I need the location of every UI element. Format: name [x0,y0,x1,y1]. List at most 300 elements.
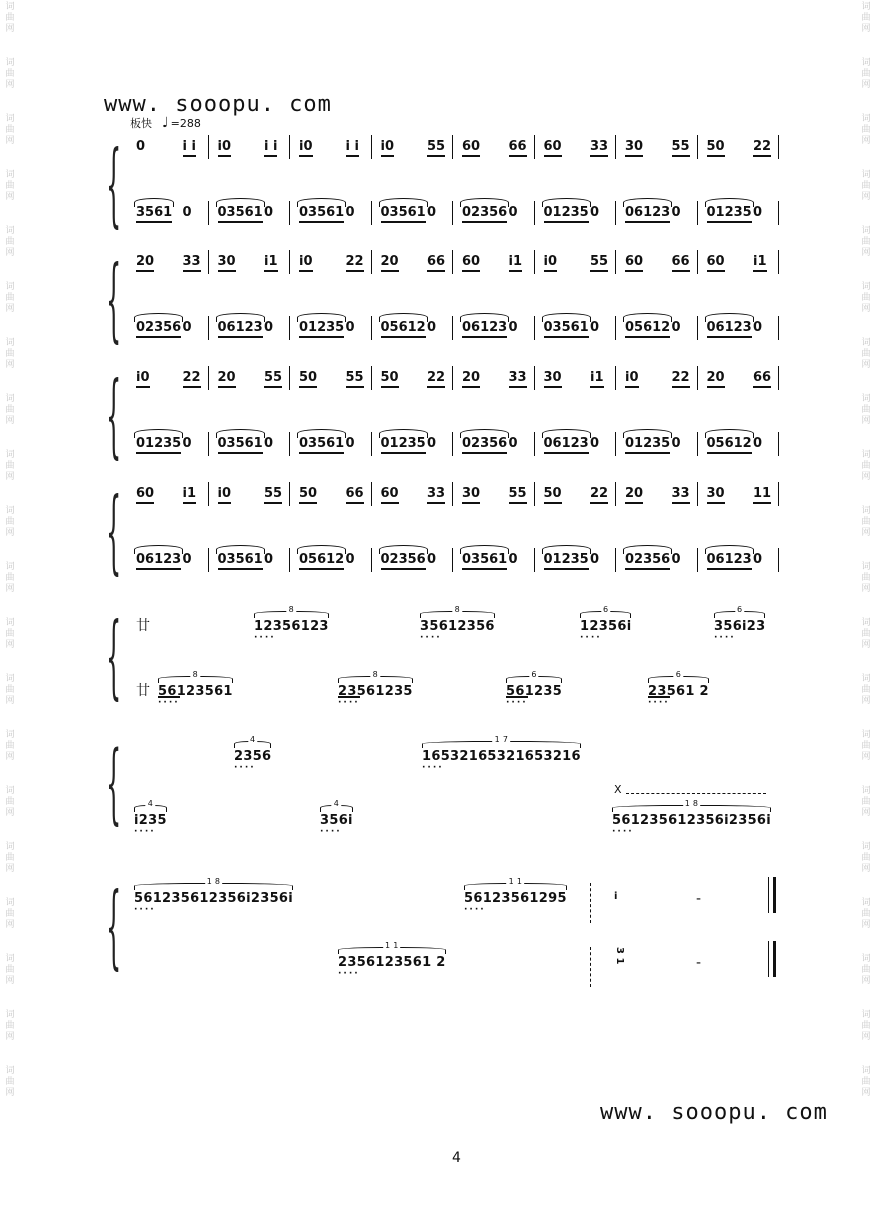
note-token: 0 [590,436,600,451]
barline [208,482,209,506]
note-token: 0 [671,320,681,335]
barline [697,135,698,159]
watermark-group [861,954,870,987]
watermark-char: 曲 [861,293,871,303]
watermark-char: 曲 [861,181,871,191]
watermark-char: 词 [5,1010,15,1020]
note-token: 60 [462,254,480,272]
note-token: 60 [625,254,643,272]
note-token: 0 [753,205,763,220]
run-notes: 356i [320,813,353,828]
note-token: 11 [753,486,771,504]
note-token: 03561 [462,552,507,570]
barline [452,316,453,340]
note-run [158,670,233,708]
note-token: i i [264,139,277,157]
watermark-char: 曲 [5,181,15,191]
staff-bottom [104,201,784,225]
watermark-char: 网 [5,1032,15,1042]
watermark-char: 曲 [5,685,15,695]
barline [778,316,779,340]
watermark-group [5,226,14,259]
note-run [234,735,272,773]
watermark-char: 网 [861,136,871,146]
barline [615,548,616,572]
watermark-group [861,394,870,427]
low-octave-dots: ···· [338,698,360,708]
barline [289,482,290,506]
note-token: 0 [345,320,355,335]
barline [371,482,372,506]
watermark-group [861,2,870,35]
watermark-right [858,0,874,1218]
note-token: 55 [427,139,445,157]
barline [208,548,209,572]
note-token: 66 [346,486,364,504]
note-token: 03561 [544,320,589,338]
note-token: 33 [427,486,445,504]
barline [697,316,698,340]
watermark-char: 网 [861,1032,871,1042]
note-token: 0 [590,205,600,220]
note-token: 06123 [707,320,752,338]
watermark-char: 曲 [5,965,15,975]
note-token: i i [346,139,359,157]
watermark-char: 曲 [861,405,871,415]
note-token: 33 [672,486,690,504]
note-token: 01235 [299,320,344,338]
watermark-char: 词 [861,954,871,964]
watermark-char: 网 [5,360,15,370]
note-token: 06123 [707,552,752,570]
note-token: i i [183,139,196,157]
run-notes: 12356i [580,619,632,634]
watermark-char: 词 [861,450,871,460]
barline [371,366,372,390]
note-token: 01235 [625,436,670,454]
note-token: 0 [136,139,146,154]
watermark-char: 网 [5,472,15,482]
low-octave-dots: ···· [580,633,602,643]
note-token: 33 [590,139,608,157]
run-notes: 2356123561 2 [338,955,446,970]
note-token: 05612 [625,320,670,338]
tempo-term: 板快 [130,117,152,130]
watermark-group [5,338,14,371]
watermark-char: 曲 [861,797,871,807]
note-token: 50 [299,370,317,388]
barline [289,250,290,274]
barline [371,432,372,456]
run-notes: 561235612356i2356i [612,813,772,828]
note-token: 22 [183,370,201,388]
note-token: 0 [427,320,437,335]
note-run [648,670,709,708]
barline [452,432,453,456]
note-token: 66 [672,254,690,272]
watermark-char: 曲 [861,237,871,247]
watermark-char: 网 [861,80,871,90]
note-token: 55 [346,370,364,388]
watermark-char: 词 [5,674,15,684]
watermark-char: 词 [5,562,15,572]
note-token: 0 [345,205,355,220]
watermark-group [5,506,14,539]
system-4 [104,480,784,585]
watermark-char: 曲 [861,69,871,79]
watermark-char: 网 [5,248,15,258]
system-brace: { [106,480,122,585]
watermark-char: 网 [5,304,15,314]
watermark-char: 曲 [861,125,871,135]
note-token: 02356 [625,552,670,570]
barline [615,482,616,506]
note-token: 03561 [299,205,344,223]
system-final [104,875,784,985]
run-notes: i235 [134,813,167,828]
barline [778,432,779,456]
watermark-char: 词 [5,1066,15,1076]
watermark-group [5,562,14,595]
tuplet-count: 6 [737,605,743,614]
barline [371,316,372,340]
note-token: 06123 [625,205,670,223]
watermark-char: 词 [861,226,871,236]
watermark-char: 词 [5,226,15,236]
run-notes: 16532165321653216 [422,749,581,764]
low-octave-dots: ···· [254,633,276,643]
run-notes: 56123561295 [464,891,567,906]
low-octave-dots: ···· [320,827,342,837]
note-run [420,605,495,643]
watermark-char: 网 [5,696,15,706]
site-url-bottom: www. sooopu. com [600,1100,828,1125]
watermark-char: 网 [5,752,15,762]
watermark-char: 词 [861,2,871,12]
note-run [714,605,766,643]
low-octave-dots: ···· [134,905,156,915]
barline [452,548,453,572]
tempo-value: =288 [170,117,201,130]
barline [208,432,209,456]
note-run [338,941,446,979]
barline [534,366,535,390]
watermark-group [5,450,14,483]
watermark-char: 网 [5,640,15,650]
watermark-char: 曲 [861,1021,871,1031]
watermark-char: 曲 [5,461,15,471]
watermark-char: 曲 [5,909,15,919]
note-token: i0 [218,486,232,504]
note-token: i0 [625,370,639,388]
note-token: 22 [346,254,364,272]
tuplet-count: 8 [288,605,295,614]
watermark-char: 网 [861,192,871,202]
final-barline-thin [768,877,769,913]
watermark-char: 词 [5,618,15,628]
watermark-group [5,898,14,931]
run-notes: 12356123 [254,619,329,634]
watermark-char: 曲 [5,853,15,863]
barline [208,135,209,159]
barline [615,366,616,390]
watermark-char: 网 [5,528,15,538]
staff-top [104,135,784,159]
watermark-char: 曲 [861,349,871,359]
tuplet-count: 1 8 [684,799,699,808]
note-token: 01235 [544,205,589,223]
free-meter-marker-bottom: 廿 [136,683,150,699]
watermark-char: 网 [861,640,871,650]
watermark-char: 网 [5,920,15,930]
note-token: 50 [544,486,562,504]
note-run [320,799,353,837]
barline [371,250,372,274]
watermark-char: 词 [861,394,871,404]
watermark-char: 词 [5,898,15,908]
dashed-barline [590,947,592,987]
watermark-char: 曲 [5,573,15,583]
barline [778,548,779,572]
dashed-barline [590,883,592,923]
watermark-char: 网 [861,360,871,370]
watermark-group [861,562,870,595]
system-2 [104,248,784,353]
barline [208,250,209,274]
tuplet-count: 6 [531,670,537,679]
note-run [464,877,567,915]
note-token: 02356 [462,205,507,223]
watermark-char: 词 [5,58,15,68]
watermark-char: 曲 [861,517,871,527]
watermark-char: 曲 [861,461,871,471]
run-notes: 23561235 [338,684,413,699]
watermark-char: 网 [861,1088,871,1098]
watermark-char: 网 [861,696,871,706]
note-run [506,670,563,708]
watermark-char: 词 [861,1066,871,1076]
watermark-group [861,730,870,763]
watermark-char: 词 [5,2,15,12]
watermark-char: 曲 [861,741,871,751]
barline [208,201,209,225]
note-token: 55 [590,254,608,272]
tuplet-count: 4 [249,735,256,744]
watermark-group [5,954,14,987]
free-meter-marker-top: 廿 [136,618,150,634]
watermark-char: 曲 [861,1077,871,1087]
note-token: 22 [753,139,771,157]
note-token: i1 [753,254,767,272]
watermark-group [861,338,870,371]
watermark-char: 曲 [5,629,15,639]
watermark-char: 网 [5,136,15,146]
system-3 [104,364,784,469]
watermark-group [861,170,870,203]
dashed-extension-line [626,793,766,794]
note-token: 30 [218,254,236,272]
low-octave-dots: ···· [420,633,442,643]
note-token: i1 [509,254,523,272]
note-token: 0 [345,436,355,451]
watermark-char: 网 [861,920,871,930]
system-brace: { [106,133,122,238]
barline [371,135,372,159]
watermark-group [861,898,870,931]
note-token: 05612 [381,320,426,338]
run-notes: 2356 [234,749,272,764]
watermark-group [5,282,14,315]
watermark-char: 词 [861,58,871,68]
watermark-char: 词 [861,114,871,124]
tuplet-count: 1 8 [206,877,221,886]
final-barline-thick [773,877,776,913]
watermark-char: 网 [5,976,15,986]
note-token: 0 [264,436,274,451]
note-token: 01235 [381,436,426,454]
staff-top [104,366,784,390]
final-barline-thin [768,941,769,977]
barline [452,366,453,390]
watermark-group [861,618,870,651]
note-token: 3561 [136,205,172,223]
watermark-char: 曲 [861,685,871,695]
note-token: 03561 [218,205,263,223]
watermark-char: 词 [5,730,15,740]
barline [778,250,779,274]
system-brace: { [106,735,122,835]
system-free [104,605,784,715]
tuplet-count: 6 [675,670,682,679]
watermark-char: 曲 [861,13,871,23]
watermark-group [861,450,870,483]
note-token: 02356 [462,436,507,454]
barline [778,201,779,225]
note-token: 06123 [136,552,181,570]
barline [452,201,453,225]
note-token: 0 [590,320,600,335]
barline [289,135,290,159]
note-token: 0 [508,320,518,335]
x-mark: X [614,783,622,796]
watermark-group [861,114,870,147]
note-token: 66 [509,139,527,157]
watermark-char: 词 [861,674,871,684]
note-token: 0 [427,552,437,567]
note-token: 55 [264,486,282,504]
low-octave-dots: ···· [234,763,256,773]
note-token: 0 [753,436,763,451]
watermark-group [5,2,14,35]
note-token: 0 [264,552,274,567]
note-run [134,877,294,915]
watermark-char: 曲 [5,1021,15,1031]
note-token: 0 [264,320,274,335]
barline [615,250,616,274]
watermark-char: 曲 [5,741,15,751]
tuplet-count: 4 [147,799,154,808]
note-token: 0 [182,320,192,335]
note-token: 60 [707,254,725,272]
note-token: 0 [427,436,437,451]
note-token: 03561 [218,436,263,454]
watermark-group [861,226,870,259]
final-barline-thick [773,941,776,977]
note-token: 30 [462,486,480,504]
watermark-char: 网 [861,416,871,426]
low-octave-dots: ···· [134,827,156,837]
watermark-char: 词 [5,394,15,404]
barline [289,432,290,456]
run-notes: 23561 2 [648,684,709,699]
note-run [338,670,413,708]
note-token: 50 [299,486,317,504]
note-token: 01235 [544,552,589,570]
barline [697,548,698,572]
barline [289,548,290,572]
barline [289,201,290,225]
watermark-group [5,114,14,147]
low-octave-dots: ···· [422,763,444,773]
note-token: i0 [218,139,232,157]
low-octave-dots: ···· [158,698,180,708]
barline [534,135,535,159]
note-token: 20 [136,254,154,272]
watermark-char: 词 [861,618,871,628]
note-token: 60 [544,139,562,157]
watermark-char: 曲 [5,517,15,527]
watermark-char: 词 [5,786,15,796]
note-token: 0 [182,436,192,451]
barline [371,201,372,225]
watermark-char: 网 [5,192,15,202]
note-token: 0 [182,205,192,220]
watermark-char: 网 [5,1088,15,1098]
watermark-char: 词 [861,170,871,180]
note-token: 20 [381,254,399,272]
tuplet-count: 4 [333,799,340,808]
watermark-char: 曲 [5,1077,15,1087]
barline [452,250,453,274]
watermark-group [861,1066,870,1099]
watermark-char: 词 [861,898,871,908]
note-run [422,735,581,773]
tuplet-count: 1 1 [508,877,523,886]
watermark-group [861,58,870,91]
watermark-group [5,674,14,707]
watermark-char: 网 [861,248,871,258]
note-token: 0 [753,320,763,335]
watermark-char: 词 [5,842,15,852]
site-url-top: www. sooopu. com [104,92,332,117]
note-token: 55 [672,139,690,157]
note-token: 50 [381,370,399,388]
note-token: 60 [381,486,399,504]
sustain-dash-top: - [696,891,702,907]
note-token: 0 [590,552,600,567]
watermark-char: 词 [861,506,871,516]
tuplet-count: 6 [603,605,609,614]
note-run [254,605,329,643]
note-token: 20 [218,370,236,388]
system-brace: { [106,248,122,353]
barline [208,316,209,340]
watermark-char: 网 [861,24,871,34]
note-token: 0 [671,436,681,451]
note-token: 0 [264,205,274,220]
note-token: 60 [462,139,480,157]
watermark-char: 词 [5,338,15,348]
